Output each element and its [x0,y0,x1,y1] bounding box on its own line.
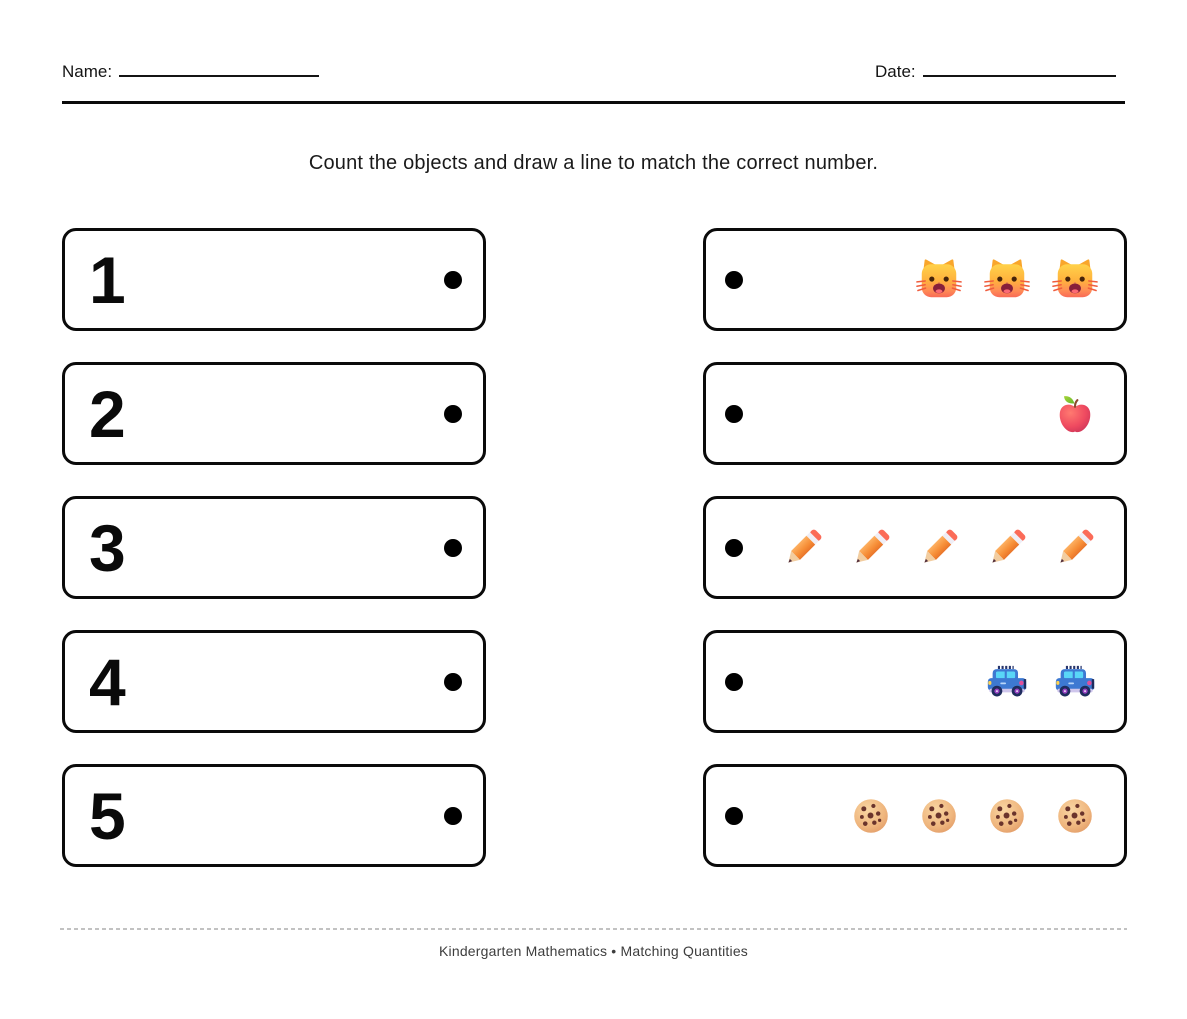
pencil-icon [916,525,962,571]
connector-dot[interactable] [444,405,462,423]
apple-icon [1052,391,1098,437]
instruction-text: Count the objects and draw a line to match the correct number. [308,152,879,174]
cookie-icon [916,793,962,839]
name-blank-line [119,63,319,77]
object-card-cars [703,630,1127,733]
connector-dot[interactable] [444,807,462,825]
footer-divider [60,928,1127,930]
object-card-apple [703,362,1127,465]
number-card-5 [62,764,486,867]
pencil-icon [848,525,894,571]
object-card-cookies [703,764,1127,867]
cat-icon [1052,257,1098,303]
cookie-icon [984,793,1030,839]
objects-row [706,499,1124,596]
numbers-column [62,228,486,867]
objects-row [706,365,1124,462]
number-card-3 [62,496,486,599]
number-label: 4 [89,644,126,719]
objects-row [706,633,1124,730]
header-divider [62,101,1125,104]
cookie-icon [1052,793,1098,839]
footer-text: Kindergarten Mathematics • Matching Quantities [438,943,749,959]
pencil-icon [1052,525,1098,571]
cat-icon [984,257,1030,303]
object-card-cats [703,228,1127,331]
pencil-icon [984,525,1030,571]
number-label: 1 [89,242,126,317]
cookie-icon [848,793,894,839]
number-label: 2 [89,376,126,451]
car-icon [984,659,1030,705]
date-blank-line [923,63,1116,77]
number-card-2 [62,362,486,465]
cat-icon [916,257,962,303]
date-field [875,62,1116,82]
name-field [62,62,319,82]
objects-row [706,767,1124,864]
number-label: 5 [89,778,126,853]
number-card-1 [62,228,486,331]
connector-dot[interactable] [444,673,462,691]
name-label: Name: [62,62,113,81]
objects-column [703,228,1127,867]
number-label: 3 [89,510,126,585]
date-label: Date: [875,62,916,81]
connector-dot[interactable] [444,271,462,289]
object-card-pencils [703,496,1127,599]
objects-row [706,231,1124,328]
number-card-4 [62,630,486,733]
pencil-icon [780,525,826,571]
car-icon [1052,659,1098,705]
connector-dot[interactable] [444,539,462,557]
